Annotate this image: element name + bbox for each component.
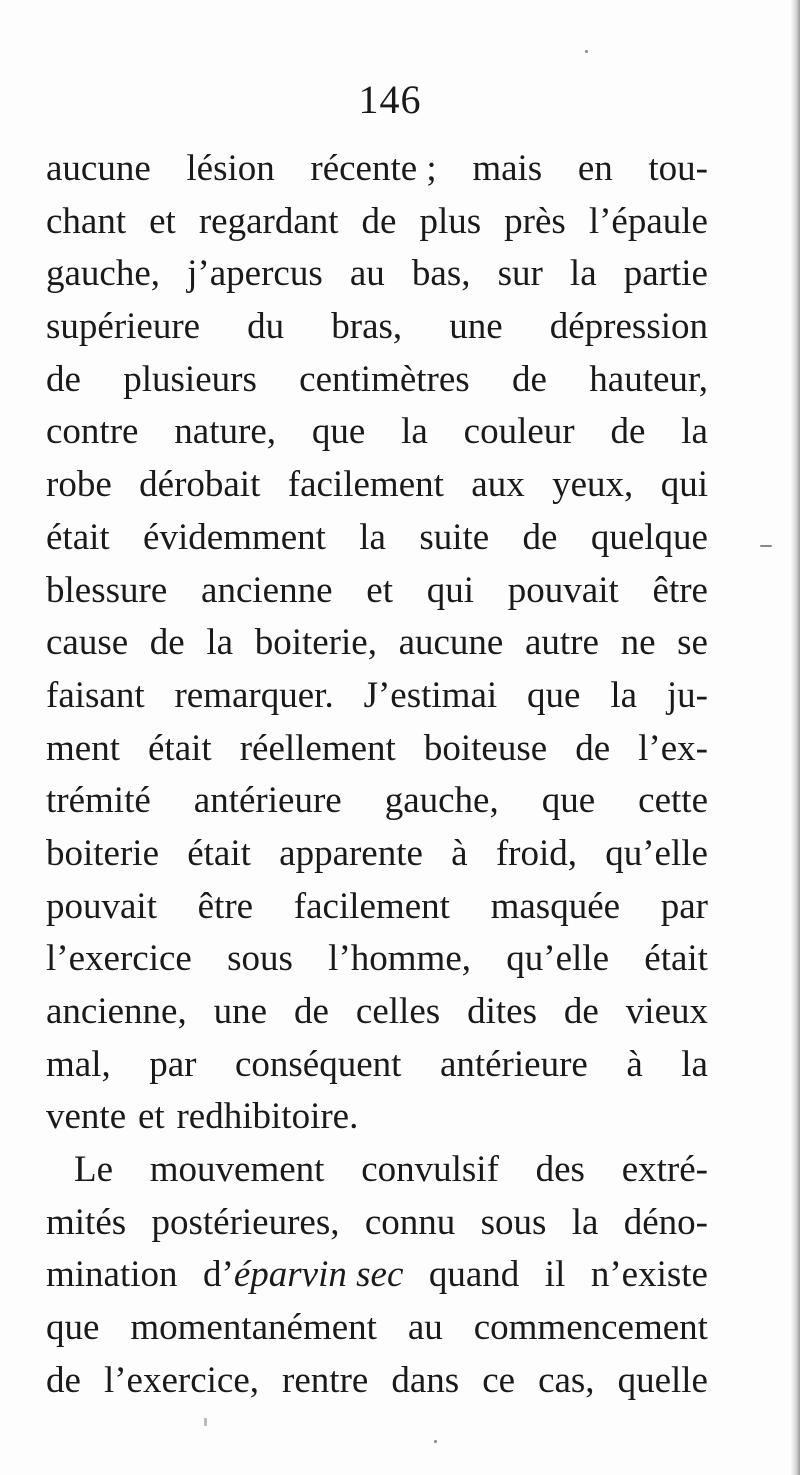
word: que: [541, 780, 596, 822]
word: dans: [391, 1359, 460, 1401]
word: sous: [480, 1201, 547, 1243]
word: l’homme,: [328, 938, 472, 980]
page-edge-shadow: [790, 0, 800, 1475]
word: supérieure: [46, 306, 201, 348]
word: la: [681, 411, 708, 453]
word: et: [366, 569, 393, 611]
word: de: [361, 200, 397, 242]
text-line: [46, 828, 708, 881]
word: commencement: [473, 1307, 708, 1349]
word: blessure: [46, 569, 168, 611]
word: ju-: [666, 674, 708, 716]
word: à: [626, 1043, 643, 1085]
word: être: [197, 885, 254, 927]
text-line: [46, 933, 708, 986]
word: sur: [497, 253, 543, 295]
word: bas,: [411, 253, 471, 295]
word: que: [527, 674, 581, 716]
word: la: [359, 516, 386, 558]
word: j’apercus: [187, 253, 323, 295]
word: robe: [46, 464, 112, 506]
text-line: [46, 196, 708, 249]
word: et: [149, 200, 176, 242]
word: une: [449, 306, 503, 348]
word: gauche,: [384, 780, 499, 822]
word: la: [571, 1201, 599, 1243]
word: à: [451, 832, 468, 874]
word: réellement: [239, 727, 396, 769]
text-line: [46, 1197, 708, 1250]
word: des: [535, 1149, 585, 1191]
word: Le: [74, 1149, 114, 1191]
word: ce: [482, 1359, 516, 1401]
word: vieux: [625, 991, 708, 1032]
text-line: [46, 248, 708, 301]
word: la: [681, 1043, 708, 1085]
word: que: [311, 411, 366, 453]
word: qui: [660, 464, 708, 506]
word: apparente: [279, 832, 423, 874]
word: chant: [46, 200, 127, 242]
word-group: [203, 1249, 403, 1302]
word: regardant: [198, 200, 339, 242]
word: rentre: [282, 1359, 369, 1401]
word: déno-: [623, 1201, 708, 1243]
text-line: [46, 1302, 708, 1355]
word: dérobait: [139, 464, 261, 506]
word: une: [213, 991, 268, 1032]
word: près: [504, 200, 566, 242]
word: évidemment: [143, 516, 326, 558]
word: se: [677, 622, 708, 664]
word: dites: [467, 991, 537, 1032]
text-line: [46, 1355, 708, 1408]
word: cause: [46, 622, 129, 664]
word: yeux,: [552, 464, 634, 506]
word: était: [187, 832, 251, 874]
word: mités: [46, 1201, 127, 1243]
word: de: [512, 358, 547, 400]
word: était: [644, 938, 708, 980]
scan-speck: [204, 1418, 207, 1426]
word: boiterie,: [254, 622, 377, 664]
word: ancienne,: [46, 991, 187, 1032]
word: nature,: [174, 411, 276, 453]
word: était: [148, 727, 212, 769]
word: dépression: [549, 306, 708, 348]
word: couleur: [463, 411, 575, 453]
scan-speck: [585, 50, 588, 53]
text-line: [46, 301, 708, 354]
text-line: [46, 617, 708, 670]
word: remarquer.: [174, 674, 334, 716]
word: extré-: [621, 1149, 708, 1191]
word: convulsif: [361, 1149, 499, 1191]
word: de: [575, 727, 611, 769]
word: était: [46, 516, 110, 558]
word: cas,: [538, 1359, 595, 1401]
word: redhibitoire.: [176, 1096, 359, 1138]
word: l’exercice,: [103, 1359, 260, 1401]
word: ne: [620, 622, 656, 664]
word: hauteur,: [589, 358, 708, 400]
word: gauche,: [46, 253, 161, 295]
word: postérieures,: [151, 1201, 340, 1243]
word: centimètres: [299, 358, 470, 400]
word: qu’elle: [605, 832, 708, 874]
text-line: [46, 512, 708, 565]
word: en: [577, 148, 613, 189]
word: lésion: [186, 148, 275, 189]
word: mal,: [46, 1043, 111, 1085]
word: facilement: [287, 464, 444, 506]
word: aucune: [398, 622, 504, 664]
word: froid,: [495, 832, 577, 874]
word: pouvait: [507, 569, 619, 611]
text-line: [46, 1091, 708, 1144]
scan-speck: [760, 545, 772, 547]
word: antérieure: [193, 780, 342, 822]
word: d’: [203, 1254, 234, 1296]
word: être: [652, 569, 708, 611]
word: par: [149, 1043, 197, 1085]
text-line: [46, 1144, 708, 1197]
word: tou-: [648, 148, 708, 189]
word: par: [660, 885, 708, 927]
word: faisant: [46, 674, 145, 716]
text-line: [46, 775, 708, 828]
italic-term: éparvin sec: [233, 1254, 404, 1296]
word: aux: [471, 464, 525, 506]
word: boiterie: [46, 832, 160, 874]
word: et: [137, 1096, 165, 1138]
word: quelle: [617, 1359, 708, 1401]
word: bras,: [331, 306, 403, 348]
word: antérieure: [439, 1043, 588, 1085]
text-line: [46, 881, 708, 934]
word: que: [46, 1307, 100, 1349]
word: mais: [472, 148, 543, 189]
word: l’épaule: [588, 200, 708, 242]
word: de: [563, 991, 599, 1032]
word: J’estimai: [363, 674, 498, 716]
word: qui: [426, 569, 475, 611]
word: masquée: [490, 885, 621, 927]
word: il: [544, 1254, 566, 1296]
word: la: [206, 622, 234, 664]
word: momentanément: [130, 1307, 377, 1349]
word: boiteuse: [423, 727, 548, 769]
word: de: [522, 516, 558, 558]
word: récente ;: [310, 148, 437, 189]
word: au: [349, 253, 385, 295]
word: de: [46, 1359, 81, 1401]
word: celles: [355, 991, 441, 1032]
word: sous: [227, 938, 293, 980]
word: ment: [46, 727, 120, 769]
word: l’exercice: [46, 938, 192, 980]
word: du: [247, 306, 285, 348]
text-line: [46, 670, 708, 723]
text-line: [46, 459, 708, 512]
word: n’existe: [590, 1254, 708, 1296]
word: l’ex-: [638, 727, 708, 769]
word: conséquent: [234, 1043, 402, 1085]
text-line: [46, 354, 708, 407]
word: de: [294, 991, 329, 1032]
word: autre: [524, 622, 599, 664]
text-line: [46, 986, 708, 1039]
word: cette: [638, 780, 708, 822]
word: au: [407, 1307, 443, 1349]
word: quelque: [590, 516, 708, 558]
word: de: [149, 622, 185, 664]
word: contre: [46, 411, 139, 453]
word: quand: [428, 1254, 520, 1296]
word: aucune: [46, 148, 151, 189]
word: la: [569, 253, 597, 295]
word: la: [401, 411, 428, 453]
scan-speck: [434, 1440, 437, 1443]
word: connu: [364, 1201, 456, 1243]
word: ancienne: [201, 569, 333, 611]
word: facilement: [293, 885, 450, 927]
text-line: [46, 1039, 708, 1092]
text-line: [46, 143, 708, 196]
word: mouvement: [149, 1149, 325, 1191]
word: mination: [46, 1254, 178, 1296]
word: plus: [419, 200, 482, 242]
word: trémité: [46, 780, 151, 822]
word: plusieurs: [123, 358, 257, 400]
word: suite: [419, 516, 490, 558]
word: de: [46, 358, 81, 400]
word: de: [610, 411, 646, 453]
word: qu’elle: [506, 938, 610, 980]
word: vente: [46, 1096, 127, 1138]
text-line: [46, 1249, 708, 1302]
body-text: [46, 143, 708, 1408]
word: pouvait: [46, 885, 157, 927]
word: partie: [623, 253, 708, 295]
page-number: 146: [358, 77, 422, 122]
word: la: [610, 674, 638, 716]
text-line: [46, 406, 708, 459]
text-line: [46, 723, 708, 776]
text-line: [46, 565, 708, 618]
